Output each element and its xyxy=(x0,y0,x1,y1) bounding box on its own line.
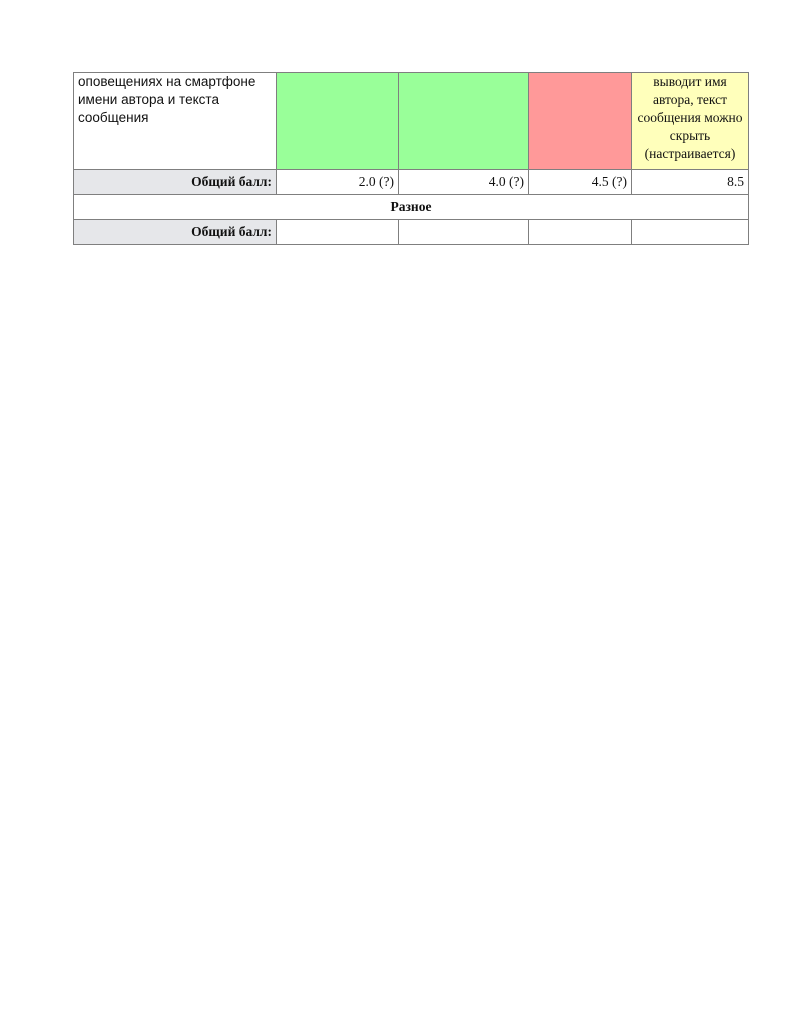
total-score-row xyxy=(74,220,749,245)
total-score-value: 8.5 xyxy=(632,170,749,195)
feature-cell-good xyxy=(399,73,529,170)
total-score-value: 2.0 (?) xyxy=(277,170,399,195)
total-score-value xyxy=(277,220,399,245)
section-title: Разное xyxy=(74,195,749,220)
section-header-row xyxy=(74,195,749,220)
total-score-value: 4.0 (?) xyxy=(399,170,529,195)
total-score-value xyxy=(399,220,529,245)
total-score-value xyxy=(529,220,632,245)
comparison-table xyxy=(73,72,749,245)
feature-row xyxy=(74,73,749,170)
feature-cell-partial: выводит имя автора, текст сообщения можно скрыть (настраивается) xyxy=(632,73,749,170)
feature-cell-good xyxy=(277,73,399,170)
feature-cell-bad xyxy=(529,73,632,170)
total-score-label: Общий балл: xyxy=(74,170,277,195)
total-score-value: 4.5 (?) xyxy=(529,170,632,195)
total-score-label: Общий балл: xyxy=(74,220,277,245)
total-score-row xyxy=(74,170,749,195)
feature-description: оповещениях на смартфоне имени автора и текста сообщения xyxy=(74,73,277,170)
total-score-value xyxy=(632,220,749,245)
